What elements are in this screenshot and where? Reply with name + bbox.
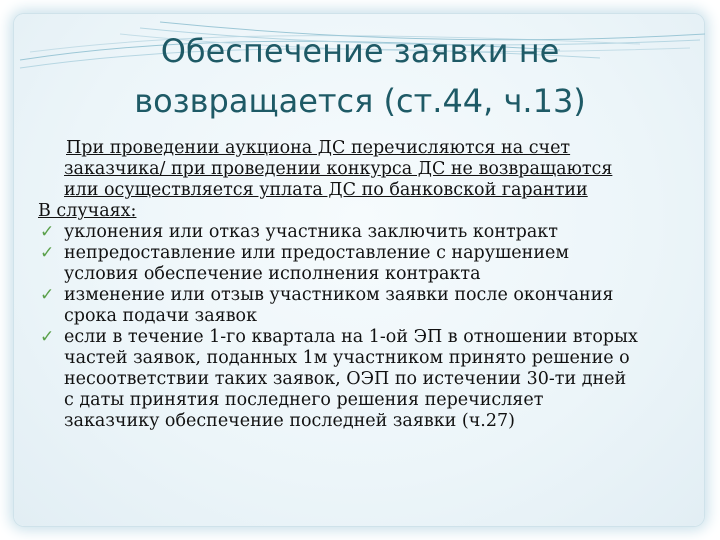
list-item-line: частей заявок, поданных 1м участником принято решение о	[64, 348, 630, 368]
intro-line: При проведении аукциона ДС перечисляются на счет	[66, 138, 571, 158]
intro-paragraph	[38, 138, 688, 201]
list-item-line: срока подачи заявок	[64, 306, 258, 326]
cases-label-row	[38, 201, 688, 222]
title-line-1: Обеспечение заявки не	[160, 32, 560, 70]
intro-line: или осуществляется уплата ДС по банковской гарантии	[64, 180, 588, 200]
list-item-line: несоответствии таких заявок, ОЭП по истечении 30-ти дней	[64, 369, 627, 389]
list-item	[38, 222, 688, 243]
list-item-line: изменение или отзыв участником заявки после окончания	[64, 285, 614, 305]
checkmark-icon: ✓	[40, 285, 55, 305]
slide-body	[38, 138, 688, 432]
checkmark-icon: ✓	[40, 222, 55, 242]
list-item-line: условия обеспечение исполнения контракта	[64, 264, 481, 284]
cases-label: В случаях:	[38, 201, 137, 221]
list-item-line: заказчику обеспечение последней заявки (ч.27)	[64, 411, 515, 431]
list-item-line: если в течение 1-го квартала на 1-ой ЭП в отношении вторых	[64, 327, 638, 347]
checkmark-icon: ✓	[40, 243, 55, 263]
list-item-line: непредоставление или предоставление с нарушением	[64, 243, 569, 263]
list-item-line: уклонения или отказ участника заключить контракт	[64, 222, 558, 242]
list-item	[38, 285, 688, 327]
intro-line: заказчика/ при проведении конкурса ДС не возвращаются	[64, 159, 613, 179]
list-item-line: с даты принятия последнего решения перечисляет	[64, 390, 544, 410]
list-item	[38, 243, 688, 285]
checkmark-icon: ✓	[40, 327, 55, 347]
title-line-2: возвращается (ст.44, ч.13)	[134, 82, 586, 120]
slide-title	[40, 26, 680, 126]
list-item	[38, 327, 688, 432]
